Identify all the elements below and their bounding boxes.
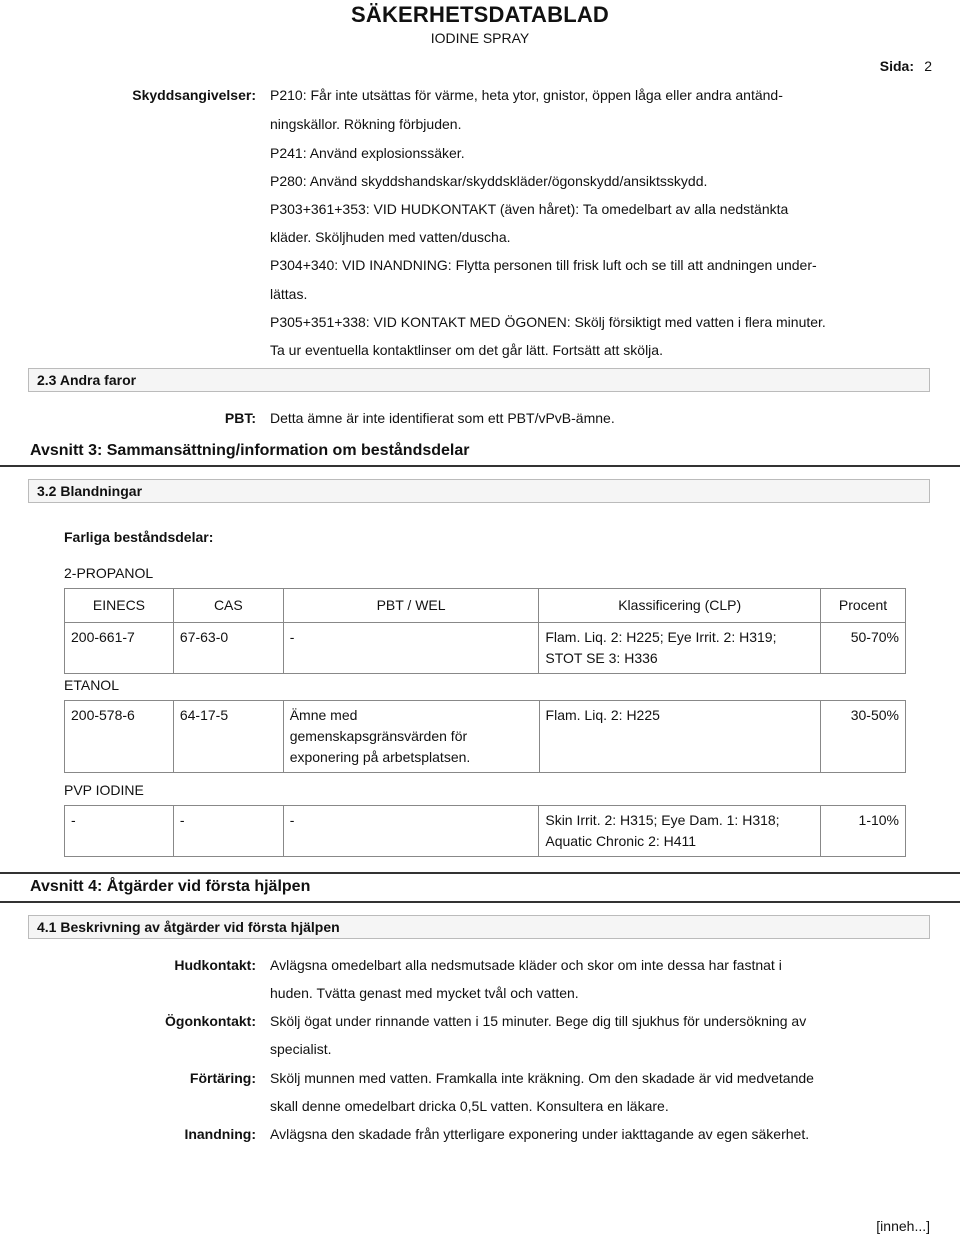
precaution-line: ningskällor. Rökning förbjuden. bbox=[270, 116, 462, 132]
subsection-2-3-heading: 2.3 Andra faror bbox=[28, 368, 930, 392]
einecs-cell: - bbox=[65, 806, 174, 857]
pbt-wel-cell: Ämne med gemenskapsgränsvärden för exponering på arbetsplatsen. bbox=[283, 701, 539, 773]
column-header: Procent bbox=[821, 589, 906, 623]
percent-cell: 50-70% bbox=[821, 623, 906, 674]
skin-contact-text: Avlägsna omedelbart alla nedsmutsade kläder och skor om inte dessa har fastnat i bbox=[270, 957, 782, 973]
classification-cell: Flam. Liq. 2: H225 bbox=[539, 701, 821, 773]
section-4-title: Avsnitt 4: Åtgärder vid första hjälpen bbox=[30, 878, 311, 895]
precaution-line: Ta ur eventuella kontaktlinser om det går lätt. Fortsätt att skölja. bbox=[270, 342, 663, 358]
substance-name: ETANOL bbox=[64, 677, 119, 693]
percent-cell: 30-50% bbox=[821, 701, 906, 773]
classification-cell: Skin Irrit. 2: H315; Eye Dam. 1: H318; Aquatic Chronic 2: H411 bbox=[539, 806, 821, 857]
classification-cell: Flam. Liq. 2: H225; Eye Irrit. 2: H319; STOT SE 3: H336 bbox=[539, 623, 821, 674]
precaution-line: kläder. Sköljhuden med vatten/duscha. bbox=[270, 229, 511, 245]
hazardous-components-label: Farliga beståndsdelar: bbox=[64, 529, 214, 545]
subsection-3-2-heading: 3.2 Blandningar bbox=[28, 479, 930, 503]
pbt-label: PBT: bbox=[224, 410, 256, 426]
composition-table bbox=[64, 805, 906, 857]
ingestion-text: skall denne omedelbart dricka 0,5L vatten. Konsultera en läkare. bbox=[270, 1098, 669, 1114]
table-row bbox=[65, 701, 906, 773]
cas-cell: 64-17-5 bbox=[173, 701, 283, 773]
section-divider bbox=[0, 901, 960, 903]
skin-contact-text: huden. Tvätta genast med mycket tvål och vatten. bbox=[270, 985, 579, 1001]
substance-name: PVP IODINE bbox=[64, 782, 144, 798]
column-header: CAS bbox=[173, 589, 283, 623]
ingestion-text: Skölj munnen med vatten. Framkalla inte kräkning. Om den skadade är vid medvetande bbox=[270, 1070, 814, 1086]
eye-contact-text: specialist. bbox=[270, 1041, 332, 1057]
subsection-4-1-heading: 4.1 Beskrivning av åtgärder vid första hjälpen bbox=[28, 915, 930, 939]
precaution-line: P305+351+338: VID KONTAKT MED ÖGONEN: Skölj försiktigt med vatten i flera minuter. bbox=[270, 314, 826, 330]
precaution-line: P304+340: VID INANDNING: Flytta personen till frisk luft och se till att andningen under- bbox=[270, 257, 817, 273]
einecs-cell: 200-661-7 bbox=[65, 623, 174, 674]
skin-contact-label: Hudkontakt: bbox=[174, 957, 256, 973]
section-divider bbox=[0, 465, 960, 467]
table-row bbox=[65, 806, 906, 857]
page-number: 2 bbox=[924, 58, 932, 74]
inhalation-text: Avlägsna den skadade från ytterligare exponering under iakttagande av egen säkerhet. bbox=[270, 1126, 810, 1142]
eye-contact-text: Skölj ögat under rinnande vatten i 15 minuter. Bege dig till sjukhus för undersökning av bbox=[270, 1013, 807, 1029]
table-header-row bbox=[65, 589, 906, 623]
precautions-label: Skyddsangivelser: bbox=[132, 87, 256, 103]
pbt-text: Detta ämne är inte identifierat som ett PBT/vPvB-ämne. bbox=[270, 410, 615, 426]
section-divider bbox=[0, 872, 960, 874]
continued-link[interactable]: [inneh...] bbox=[876, 1218, 930, 1234]
ingestion-label: Förtäring: bbox=[189, 1070, 256, 1086]
precaution-line: lättas. bbox=[270, 286, 308, 302]
pbt-wel-cell: - bbox=[283, 806, 539, 857]
eye-contact-label: Ögonkontakt: bbox=[165, 1013, 256, 1029]
precaution-line: P280: Använd skyddshandskar/skyddskläder/ögonskydd/ansiktsskydd. bbox=[270, 173, 708, 189]
inhalation-label: Inandning: bbox=[184, 1126, 256, 1142]
composition-table bbox=[64, 588, 906, 674]
substance-name: 2-PROPANOL bbox=[64, 565, 154, 581]
product-name: IODINE SPRAY bbox=[430, 30, 530, 46]
pbt-wel-cell: - bbox=[283, 623, 539, 674]
cas-cell: 67-63-0 bbox=[173, 623, 283, 674]
section-3-title: Avsnitt 3: Sammansättning/information om beståndsdelar bbox=[30, 442, 470, 459]
composition-table bbox=[64, 700, 906, 773]
column-header: Klassificering (CLP) bbox=[539, 589, 821, 623]
cas-cell: - bbox=[173, 806, 283, 857]
column-header: EINECS bbox=[65, 589, 174, 623]
precaution-line: P303+361+353: VID HUDKONTAKT (även håret): Ta omedelbart av alla nedstänkta bbox=[270, 201, 789, 217]
document-title: SÄKERHETSDATABLAD bbox=[350, 2, 610, 27]
table-row bbox=[65, 623, 906, 674]
page-label: Sida: bbox=[879, 58, 914, 74]
percent-cell: 1-10% bbox=[821, 806, 906, 857]
column-header: PBT / WEL bbox=[283, 589, 539, 623]
precaution-line: P241: Använd explosionssäker. bbox=[270, 145, 465, 161]
einecs-cell: 200-578-6 bbox=[65, 701, 174, 773]
precaution-line: P210: Får inte utsättas för värme, heta ytor, gnistor, öppen låga eller andra antänd- bbox=[270, 87, 783, 103]
